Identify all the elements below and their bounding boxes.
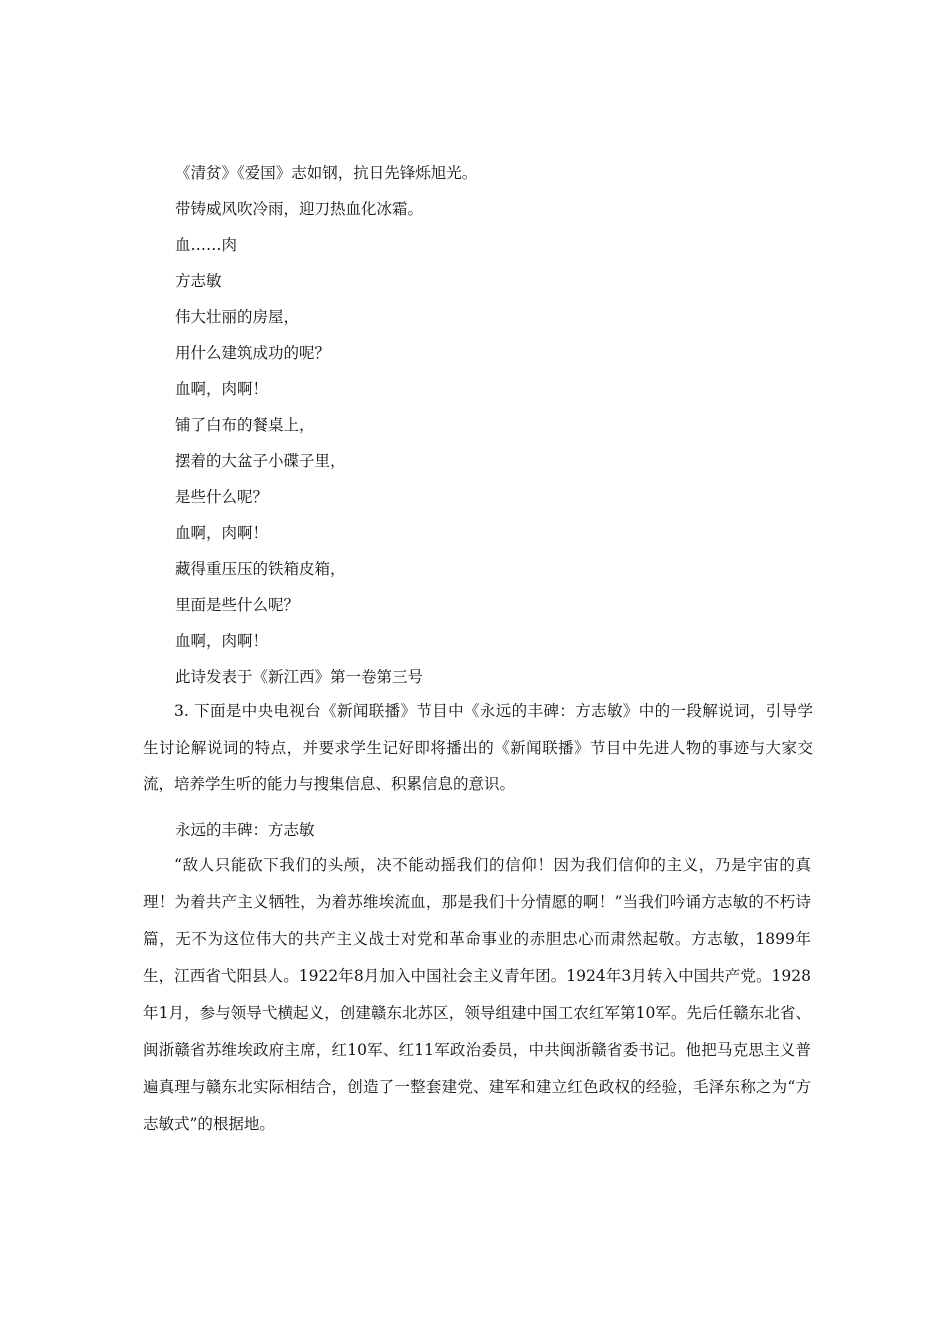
poem-line: 伟大壮丽的房屋， [175, 308, 300, 326]
poem-source-note: 此诗发表于《新江西》第一卷第三号 [175, 668, 424, 686]
poem-line: 藏得重压压的铁箱皮箱， [175, 560, 346, 578]
poem-line: 摆着的大盆子小碟子里， [175, 452, 346, 470]
poem-line: 用什么建筑成功的呢？ [175, 344, 331, 362]
poem-line: 带铸威风吹冷雨，迎刀热血化冰霜。 [175, 200, 424, 218]
poem-title: 血……肉 [175, 236, 238, 254]
poem-line: 血啊，肉啊！ [175, 524, 269, 542]
poem-line: 铺了白布的餐桌上， [175, 416, 315, 434]
section-title: 永远的丰碑：方志敏 [175, 821, 315, 839]
poem-line: 《清贫》《爱国》志如钢，抗日先锋烁旭光。 [175, 164, 478, 182]
poem-author: 方志敏 [175, 272, 222, 290]
poem-line: 里面是些什么呢？ [175, 596, 300, 614]
monument-paragraph: “敌人只能砍下我们的头颅，决不能动摇我们的信仰！因为我们信仰的主义，乃是宇宙的真理！为着共产主义牺牲，为着苏维埃流血，那是我们十分情愿的啊！”当我们吟诵方志敏的不朽诗篇，无不为这位伟大的共产主义战士对党和革命事业的赤胆忠心而肃然起敬。方志敏，1899年生，江西省弋阳县人。1922年8月加入中国社会主义青年团。1924年3月转入中国共产党。1928年1月，参与领导弋横起义，创建赣东北苏区，领导组建中国工农红军第10军。先后任赣东北省、闽浙赣省苏维埃政府主席，红10军、红11军政治委员，中共闽浙赣省委书记。他把马克思主义普遍真理与赣东北实际相结合，创造了一整套建党、建军和建立红色政权的经验，毛泽东称之为“方志敏式”的根据地。 [143, 856, 811, 1133]
item-3-paragraph: 3. 下面是中央电视台《新闻联播》节目中《永远的丰碑：方志敏》中的一段解说词，引导学生讨论解说词的特点，并要求学生记好即将播出的《新闻联播》节目中先进人物的事迹与大家交流，培养学生听的能力与搜集信息、积累信息的意识。 [143, 702, 813, 793]
poem-line: 血啊，肉啊！ [175, 380, 269, 398]
poem-line: 是些什么呢？ [175, 488, 269, 506]
poem-line: 血啊，肉啊！ [175, 632, 269, 650]
